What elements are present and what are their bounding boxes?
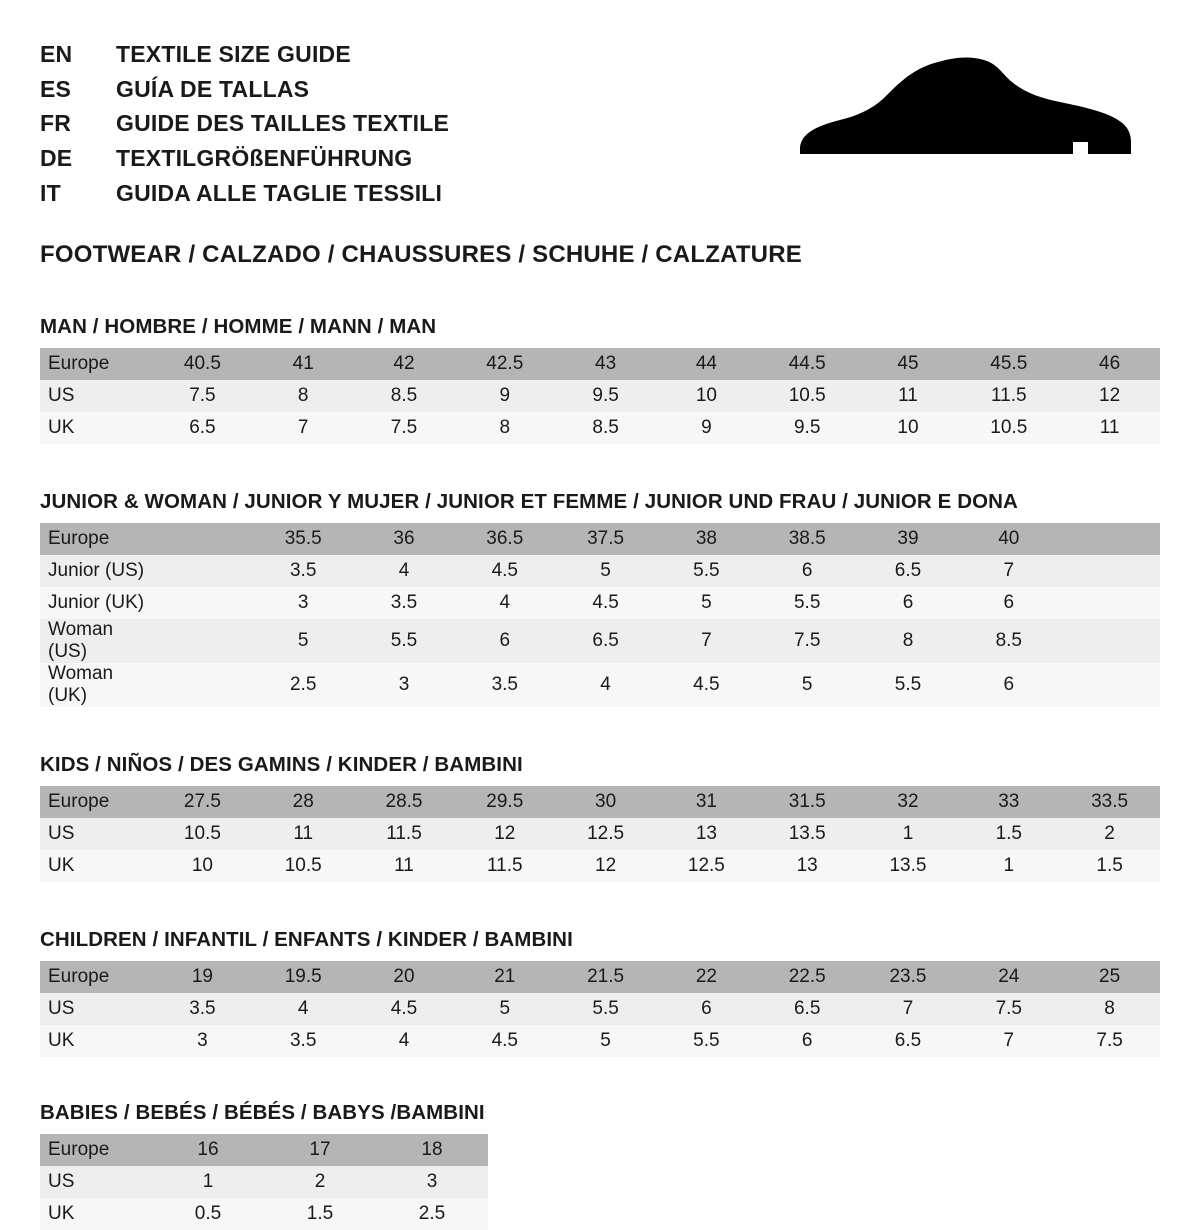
cell: 8.5 (555, 412, 656, 444)
cell: 4.5 (454, 1025, 555, 1057)
cell: 5 (757, 663, 858, 707)
cell: 10 (152, 850, 253, 882)
cell: 5.5 (354, 619, 455, 663)
row-label: US (40, 380, 152, 412)
cell: 8 (858, 619, 959, 663)
row-label: Europe (40, 348, 152, 380)
cell: 40.5 (152, 348, 253, 380)
cell: 7 (858, 993, 959, 1025)
cell: 3.5 (253, 555, 354, 587)
cell: 21 (454, 961, 555, 993)
cell: 22.5 (757, 961, 858, 993)
cell (1059, 587, 1160, 619)
cell (152, 523, 253, 555)
row-label: Woman (US) (40, 619, 152, 663)
row-label: Europe (40, 961, 152, 993)
table-row (40, 993, 1160, 1025)
cell: 4 (354, 1025, 455, 1057)
cell: 3.5 (152, 993, 253, 1025)
cell: 4.5 (354, 993, 455, 1025)
language-row (40, 177, 449, 210)
cell (1059, 663, 1160, 707)
cell: 4.5 (454, 555, 555, 587)
cell: 42 (354, 348, 455, 380)
table-row (40, 380, 1160, 412)
cell: 36.5 (454, 523, 555, 555)
language-code: FR (40, 110, 72, 137)
cell: 9 (454, 380, 555, 412)
cell: 7 (656, 619, 757, 663)
cell: 5 (454, 993, 555, 1025)
cell: 21.5 (555, 961, 656, 993)
table-row (40, 663, 1160, 707)
table-row (40, 818, 1160, 850)
table-row (40, 961, 1160, 993)
cell: 11 (354, 850, 455, 882)
cell: 35.5 (253, 523, 354, 555)
cell: 7.5 (1059, 1025, 1160, 1057)
row-label: Junior (UK) (40, 587, 152, 619)
cell: 27.5 (152, 786, 253, 818)
cell: 4 (454, 587, 555, 619)
language-title: TEXTILGRÖßENFÜHRUNG (116, 144, 413, 171)
cell: 5 (555, 1025, 656, 1057)
cell: 11.5 (454, 850, 555, 882)
cell: 42.5 (454, 348, 555, 380)
cell: 6.5 (152, 412, 253, 444)
page-header (40, 30, 1160, 209)
cell: 45.5 (958, 348, 1059, 380)
cell: 5 (253, 619, 354, 663)
cell: 11.5 (354, 818, 455, 850)
cell: 3 (376, 1166, 488, 1198)
section-title: MAN / HOMBRE / HOMME / MANN / MAN (40, 315, 437, 339)
table-row (40, 850, 1160, 882)
size-table-man (40, 348, 1160, 444)
cell: 45 (858, 348, 959, 380)
table-row (40, 555, 1160, 587)
table-row (40, 412, 1160, 444)
cell: 3.5 (253, 1025, 354, 1057)
row-label: US (40, 1166, 152, 1198)
language-code: ES (40, 75, 72, 102)
cell: 24 (958, 961, 1059, 993)
cell: 46 (1059, 348, 1160, 380)
dress-shoe-icon (780, 30, 1160, 180)
row-label: UK (40, 850, 152, 882)
cell: 39 (858, 523, 959, 555)
cell: 13.5 (858, 850, 959, 882)
row-label: US (40, 818, 152, 850)
language-title: TEXTILE SIZE GUIDE (116, 41, 351, 67)
language-code: EN (40, 41, 73, 67)
cell (152, 663, 253, 707)
cell: 13.5 (757, 818, 858, 850)
language-code: IT (40, 179, 61, 206)
cell: 36 (354, 523, 455, 555)
section-children (40, 928, 1160, 1057)
cell: 8 (1059, 993, 1160, 1025)
cell: 3.5 (454, 663, 555, 707)
table-row (40, 348, 1160, 380)
cell: 7.5 (757, 619, 858, 663)
cell: 7 (958, 1025, 1059, 1057)
cell: 16 (152, 1134, 264, 1166)
cell: 31 (656, 786, 757, 818)
language-row (40, 73, 449, 106)
language-title-list (40, 30, 449, 209)
cell: 1 (858, 818, 959, 850)
row-label: UK (40, 412, 152, 444)
cell: 40 (958, 523, 1059, 555)
cell: 1.5 (264, 1198, 376, 1230)
cell: 9.5 (555, 380, 656, 412)
language-row (40, 107, 449, 140)
cell: 29.5 (454, 786, 555, 818)
cell: 11.5 (958, 380, 1059, 412)
cell: 41 (253, 348, 354, 380)
language-row (40, 142, 449, 175)
section-kids (40, 753, 1160, 882)
cell: 5.5 (757, 587, 858, 619)
cell: 6 (858, 587, 959, 619)
cell: 30 (555, 786, 656, 818)
size-table-babies (40, 1134, 488, 1230)
size-table-kids (40, 786, 1160, 882)
cell: 20 (354, 961, 455, 993)
cell: 28.5 (354, 786, 455, 818)
cell: 1.5 (958, 818, 1059, 850)
cell: 4.5 (555, 587, 656, 619)
cell: 5.5 (656, 555, 757, 587)
row-label: UK (40, 1025, 152, 1057)
table-row (40, 1198, 488, 1230)
cell: 4 (555, 663, 656, 707)
cell: 25 (1059, 961, 1160, 993)
language-title: GUÍA DE TALLAS (116, 75, 310, 102)
cell (152, 555, 253, 587)
cell: 1 (152, 1166, 264, 1198)
table-row (40, 1134, 488, 1166)
table-row (40, 1025, 1160, 1057)
cell: 7.5 (958, 993, 1059, 1025)
table-row (40, 786, 1160, 818)
cell: 4 (253, 993, 354, 1025)
cell: 10.5 (757, 380, 858, 412)
cell: 4.5 (656, 663, 757, 707)
cell: 10 (656, 380, 757, 412)
cell: 8 (454, 412, 555, 444)
section-title: BABIES / BEBÉS / BÉBÉS / BABYS /BAMBINI (40, 1101, 485, 1125)
language-title: GUIDA ALLE TAGLIE TESSILI (116, 179, 443, 206)
cell: 11 (1059, 412, 1160, 444)
cell: 44 (656, 348, 757, 380)
cell: 6.5 (757, 993, 858, 1025)
cell: 43 (555, 348, 656, 380)
cell: 12 (555, 850, 656, 882)
cell: 12 (454, 818, 555, 850)
section-title: KIDS / NIÑOS / DES GAMINS / KINDER / BAMBINI (40, 753, 523, 777)
cell: 6 (656, 993, 757, 1025)
cell: 33 (958, 786, 1059, 818)
cell: 9 (656, 412, 757, 444)
cell: 12.5 (656, 850, 757, 882)
cell: 38 (656, 523, 757, 555)
cell: 6.5 (858, 1025, 959, 1057)
cell: 5 (555, 555, 656, 587)
cell: 6 (757, 1025, 858, 1057)
cell: 10.5 (253, 850, 354, 882)
cell: 7 (253, 412, 354, 444)
table-row (40, 523, 1160, 555)
cell: 38.5 (757, 523, 858, 555)
table-row (40, 1166, 488, 1198)
cell: 6.5 (858, 555, 959, 587)
cell: 6 (454, 619, 555, 663)
cell (152, 587, 253, 619)
row-label: Europe (40, 523, 152, 555)
cell (1059, 555, 1160, 587)
language-title: GUIDE DES TAILLES TEXTILE (116, 110, 449, 137)
cell: 8 (253, 380, 354, 412)
cell: 3 (253, 587, 354, 619)
section-junior-woman (40, 490, 1160, 707)
cell: 19 (152, 961, 253, 993)
cell: 3 (152, 1025, 253, 1057)
cell: 1 (958, 850, 1059, 882)
cell (1059, 619, 1160, 663)
table-row (40, 619, 1160, 663)
row-label: Europe (40, 786, 152, 818)
cell: 2 (1059, 818, 1160, 850)
cell: 10.5 (152, 818, 253, 850)
footwear-title: FOOTWEAR / CALZADO / CHAUSSURES / SCHUHE / CALZATURE (40, 241, 802, 269)
cell (1059, 523, 1160, 555)
cell: 8.5 (354, 380, 455, 412)
cell: 44.5 (757, 348, 858, 380)
cell: 31.5 (757, 786, 858, 818)
row-label: Woman (UK) (40, 663, 152, 707)
row-label: Junior (US) (40, 555, 152, 587)
cell: 6.5 (555, 619, 656, 663)
cell: 5.5 (656, 1025, 757, 1057)
cell: 3.5 (354, 587, 455, 619)
cell: 22 (656, 961, 757, 993)
cell: 9.5 (757, 412, 858, 444)
size-table-junior-woman (40, 523, 1160, 707)
language-code: DE (40, 144, 73, 171)
cell: 1.5 (1059, 850, 1160, 882)
size-table-children (40, 961, 1160, 1057)
cell: 6 (958, 663, 1059, 707)
cell: 13 (656, 818, 757, 850)
cell: 5.5 (555, 993, 656, 1025)
cell: 18 (376, 1134, 488, 1166)
section-title: JUNIOR & WOMAN / JUNIOR Y MUJER / JUNIOR ET FEMME / JUNIOR UND FRAU / JUNIOR E DONA (40, 490, 1018, 514)
cell: 7 (958, 555, 1059, 587)
cell: 12.5 (555, 818, 656, 850)
cell: 11 (253, 818, 354, 850)
cell: 10 (858, 412, 959, 444)
cell: 37.5 (555, 523, 656, 555)
section-man (40, 315, 1160, 444)
cell: 8.5 (958, 619, 1059, 663)
cell: 3 (354, 663, 455, 707)
cell: 12 (1059, 380, 1160, 412)
cell: 28 (253, 786, 354, 818)
cell: 5 (656, 587, 757, 619)
cell: 2 (264, 1166, 376, 1198)
row-label: US (40, 993, 152, 1025)
row-label: Europe (40, 1134, 152, 1166)
cell: 7.5 (354, 412, 455, 444)
cell: 11 (858, 380, 959, 412)
table-row (40, 587, 1160, 619)
cell: 6 (958, 587, 1059, 619)
section-title: CHILDREN / INFANTIL / ENFANTS / KINDER / BAMBINI (40, 928, 573, 952)
cell: 23.5 (858, 961, 959, 993)
cell: 2.5 (376, 1198, 488, 1230)
cell: 5.5 (858, 663, 959, 707)
cell: 33.5 (1059, 786, 1160, 818)
cell (152, 619, 253, 663)
cell: 7.5 (152, 380, 253, 412)
cell: 6 (757, 555, 858, 587)
row-label: UK (40, 1198, 152, 1230)
cell: 13 (757, 850, 858, 882)
cell: 17 (264, 1134, 376, 1166)
language-row (40, 38, 449, 71)
cell: 10.5 (958, 412, 1059, 444)
cell: 2.5 (253, 663, 354, 707)
cell: 32 (858, 786, 959, 818)
cell: 4 (354, 555, 455, 587)
cell: 0.5 (152, 1198, 264, 1230)
section-babies (40, 1101, 1160, 1230)
cell: 19.5 (253, 961, 354, 993)
